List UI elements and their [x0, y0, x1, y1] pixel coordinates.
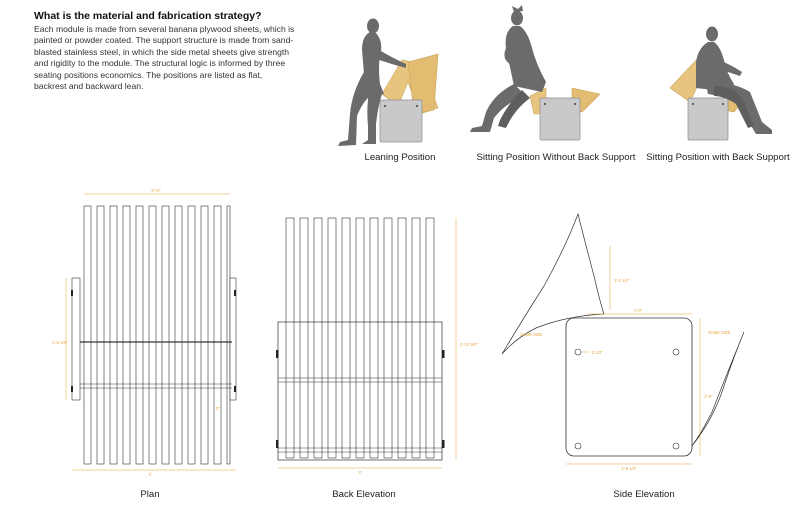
side-back-rise-dim: 1'-2 1/4"	[614, 278, 630, 283]
caption-sitting-back: Sitting Position with Back Support	[646, 152, 790, 163]
plan-side-frame-right	[230, 278, 236, 400]
caption-leaning: Leaning Position	[364, 152, 436, 163]
plan-small-dim: 0"	[216, 406, 220, 411]
side-height-dim: 1'-8"	[704, 394, 713, 399]
section-heading: What is the material and fabrication strategy?	[34, 10, 262, 22]
side-bottom-dim: 1'-6 1/4"	[621, 466, 637, 471]
seating-positions-illustration	[310, 2, 800, 152]
plan-bottom-dim: 3'	[148, 472, 152, 477]
caption-plan: Plan	[140, 489, 160, 500]
side-steel-plate	[566, 318, 692, 456]
plan-slats	[84, 206, 230, 464]
same-size-right: SAME SIZE	[708, 330, 731, 335]
caption-sitting-no-back: Sitting Position Without Back Support	[476, 152, 636, 163]
back-slats	[286, 218, 434, 458]
sitting-no-back-figure	[470, 5, 600, 140]
plan-height-dim: 1'-8 1/4"	[52, 340, 68, 345]
plan-width-dim: 3'-0"	[151, 189, 161, 194]
plan-drawing	[52, 186, 240, 486]
caption-side-elevation: Side Elevation	[613, 489, 675, 500]
back-height-dim: 2'-10 3/4"	[460, 342, 478, 347]
back-elevation-drawing	[266, 210, 476, 480]
back-bottom-dim: 3'	[358, 470, 362, 475]
same-size-left: SAME SIZE	[520, 332, 543, 337]
steel-side-plate	[380, 100, 422, 142]
leaning-position-figure	[338, 19, 438, 147]
side-seat-top-dim: 1'-0"	[633, 308, 643, 313]
side-hole-dim: 0 1/2"	[592, 350, 603, 355]
sitting-back-support-figure	[670, 27, 772, 141]
side-elevation-drawing	[486, 206, 776, 476]
caption-back-elevation: Back Elevation	[332, 489, 396, 500]
plan-side-frame-left	[72, 278, 80, 400]
description-paragraph: Each module is made from several banana plywood sheets, which is painted or powder coated. The support structure is made from sand-blasted stainless steel, in which the side metal sheets give strength and rigidity to the module. The structural logic is informed by three seating positions economics. The positions are listed as flat, backrest and backward lean.	[34, 24, 295, 92]
